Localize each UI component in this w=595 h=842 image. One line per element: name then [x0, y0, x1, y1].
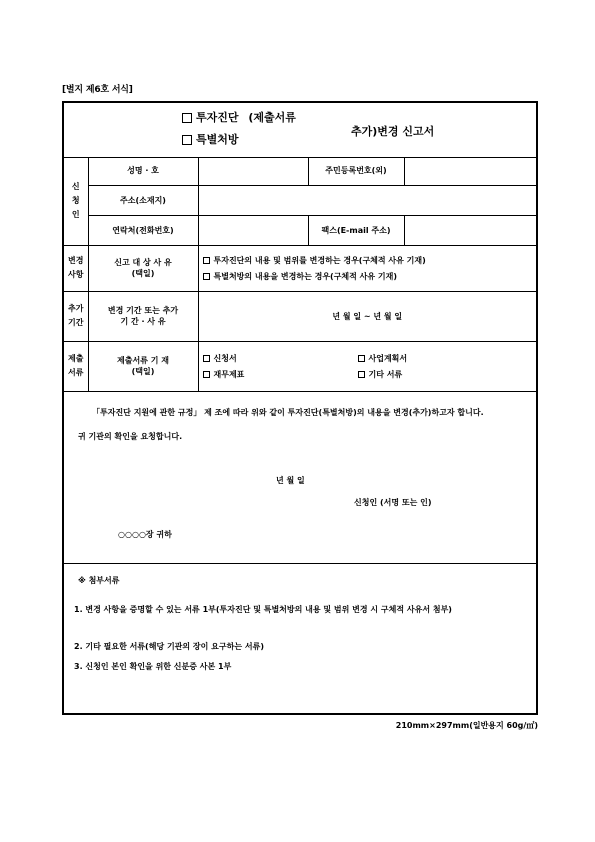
form-grid: [64, 157, 536, 392]
checkbox-icon[interactable]: [203, 273, 210, 280]
form-code: [별지 제6호 서식]: [62, 85, 133, 95]
docs-option-4[interactable]: 기타 서류: [358, 366, 408, 382]
checkbox-icon[interactable]: [203, 371, 210, 378]
declaration-recipient: ○○○○장 귀하: [118, 530, 172, 539]
change-sub-label: 신고 대 상 사 유 (택일): [88, 245, 198, 291]
period-sub-label: 변경 기간 또는 추가 기 간 · 사 유: [88, 291, 198, 341]
docs-option-1[interactable]: 신청서: [203, 350, 358, 366]
phone-field[interactable]: [198, 215, 308, 245]
application-form: [62, 101, 538, 715]
change-option-1[interactable]: 투자진단의 내용 및 범위를 변경하는 경우(구체적 사유 기재): [203, 252, 533, 268]
period-section-label: 추가 기간: [64, 291, 88, 341]
docs-sub-label: 제출서류 기 재 (택일): [88, 341, 198, 391]
title-option-special: 특별처방: [182, 131, 239, 147]
name-field[interactable]: [198, 157, 308, 185]
special-checkbox[interactable]: [182, 135, 192, 145]
checkbox-icon[interactable]: [358, 355, 365, 362]
note-item-3: 3. 신청인 본인 확인을 위한 신분증 사본 1부: [74, 662, 232, 671]
title-suffix: 추가)변경 신고서: [351, 125, 435, 138]
fax-field[interactable]: [404, 215, 536, 245]
note-item-2: 2. 기타 필요한 서류(해당 기관의 장이 요구하는 서류): [74, 642, 264, 651]
phone-label: 연락처(전화번호): [88, 215, 198, 245]
declaration-line-2: 귀 기관의 확인을 요청합니다.: [78, 432, 183, 441]
docs-option-3[interactable]: 재무제표: [203, 366, 358, 382]
declaration-line-1: 「투자진단 지원에 관한 규정」 제 조에 따라 위와 같이 투자진단(특별처방)의 내용을 변경(추가)하고자 합니다.: [92, 408, 484, 417]
docs-section-label: 제출 서류: [64, 341, 88, 391]
address-field[interactable]: [198, 185, 536, 215]
paper-size-note: 210mm×297mm(일반용지 60g/㎡): [395, 721, 538, 730]
change-options: [198, 245, 536, 291]
checkbox-icon[interactable]: [203, 355, 210, 362]
fax-label: 팩스(E-mail 주소): [308, 215, 404, 245]
investment-checkbox[interactable]: [182, 113, 192, 123]
form-title: [64, 103, 536, 158]
title-option-investment: 투자진단 (제출서류: [182, 109, 296, 125]
period-field[interactable]: 년 월 일 ~ 년 월 일: [198, 291, 536, 341]
checkbox-icon[interactable]: [203, 257, 210, 264]
note-item-1: 1. 변경 사항을 증명할 수 있는 서류 1부(투자진단 및 특별처방의 내용 및 범위 변경 시 구체적 사유서 첨부): [74, 605, 452, 614]
declaration-signer[interactable]: 신청인 (서명 또는 인): [354, 498, 432, 507]
change-option-2[interactable]: 특별처방의 내용을 변경하는 경우(구체적 사유 기재): [203, 268, 533, 284]
change-section-label: 변경 사항: [64, 245, 88, 291]
name-label: 성명 · 호: [88, 157, 198, 185]
notes-heading: ※ 첨부서류: [78, 576, 120, 585]
declaration-date: 년 월 일: [276, 476, 305, 485]
docs-options: [198, 341, 536, 391]
declaration-section: [64, 397, 536, 564]
applicant-section-label: 신 청 인: [64, 157, 88, 245]
docs-option-2[interactable]: 사업계획서: [358, 350, 408, 366]
checkbox-icon[interactable]: [358, 371, 365, 378]
id-field[interactable]: [404, 157, 536, 185]
address-label: 주소(소재지): [88, 185, 198, 215]
id-label: 주민등록번호(외): [308, 157, 404, 185]
notes-section: [64, 563, 536, 713]
